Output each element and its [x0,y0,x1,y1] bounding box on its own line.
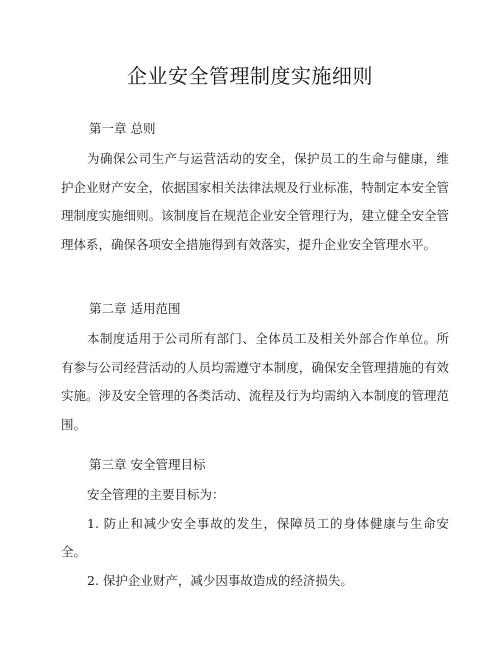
chapter-paragraph: 为确保公司生产与运营活动的安全，保护员工的生命与健康，维护企业财产安全，依据国家相关法律法规及行业标准，特制定本安全管理制度实施细则。该制度旨在规范企业安全管理行为，建立健全安全管理体系，确保各项安全措施得到有效落实，提升企业安全管理水平。 [61,151,449,252]
chapter-3 [61,456,449,595]
chapter-heading: 第一章 总则 [89,121,156,136]
chapter-1 [61,120,449,259]
document-title: 企业安全管理制度实施细则 [127,64,373,88]
chapter-heading: 第三章 安全管理目标 [89,457,206,472]
chapter-heading: 第二章 适用范围 [89,301,181,316]
chapter-2 [61,300,449,439]
chapter-paragraph: 本制度适用于公司所有部门、全体员工及相关外部合作单位。所有参与公司经营活动的人员均需遵守本制度，确保安全管理措施的有效实施。涉及安全管理的各类活动、流程及行为均需纳入本制度的管理范围。 [61,331,449,432]
chapter-paragraph: 安全管理的主要目标为： [87,487,225,502]
list-item: 1. 防止和减少安全事故的发生，保障员工的身体健康与生命安全。 [61,515,449,559]
list-item: 2. 保护企业财产，减少因事故造成的经济损失。 [87,572,353,588]
